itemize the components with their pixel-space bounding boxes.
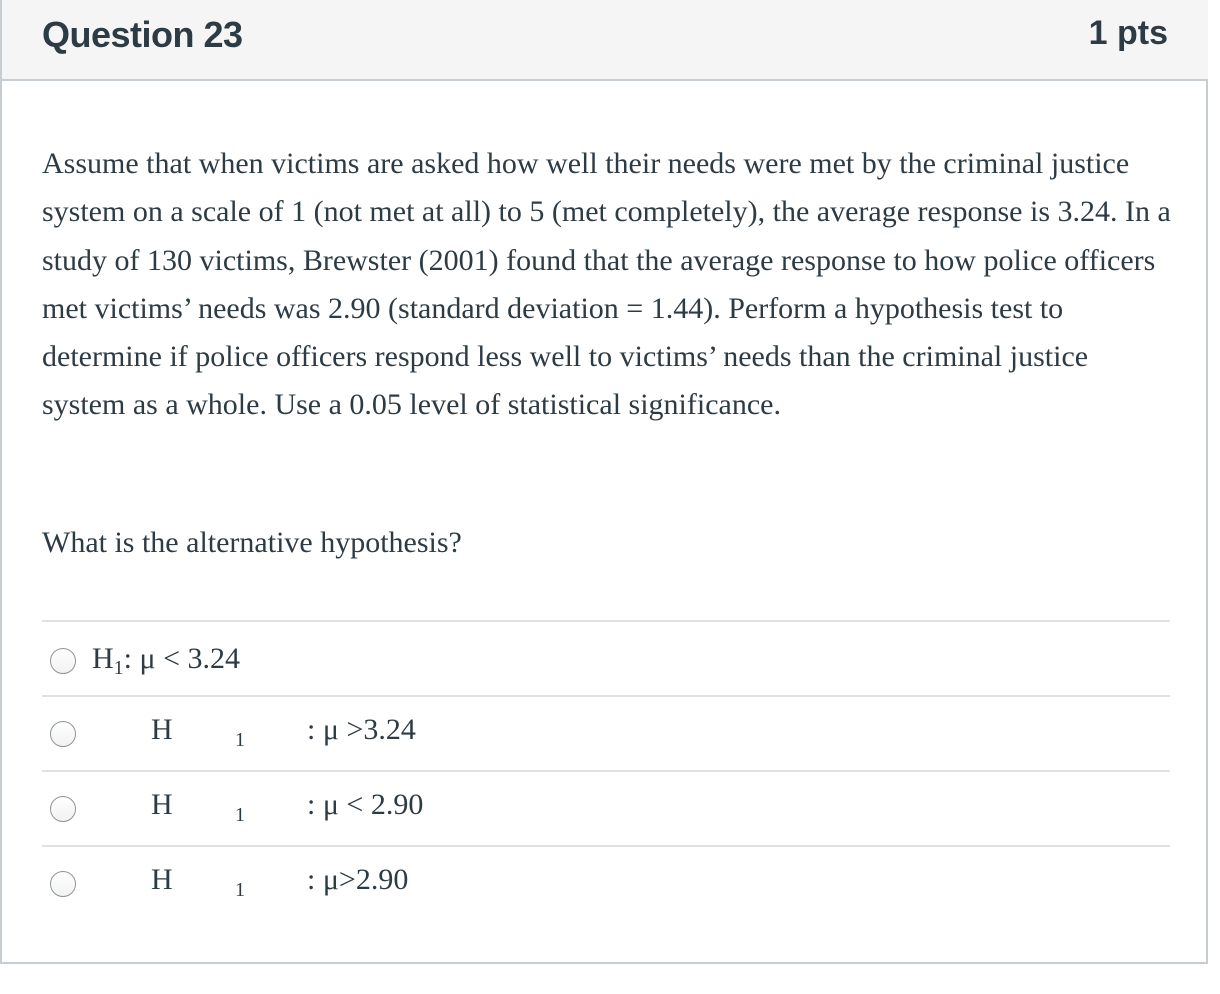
answer-option-1[interactable] bbox=[42, 620, 1170, 695]
radio-button[interactable] bbox=[50, 796, 76, 822]
question-title: Question 23 bbox=[42, 14, 243, 55]
hypothesis-expression: : μ>2.90 bbox=[307, 863, 409, 896]
question-header bbox=[2, 0, 1208, 81]
hypothesis-letter: H bbox=[151, 863, 173, 896]
hypothesis-letter: H bbox=[151, 713, 173, 746]
answer-option-2[interactable] bbox=[42, 695, 1170, 770]
hypothesis-subscript: 1 bbox=[235, 729, 245, 751]
radio-button[interactable] bbox=[50, 871, 76, 897]
hypothesis-expression: : μ < 2.90 bbox=[307, 788, 424, 821]
radio-button[interactable] bbox=[50, 721, 76, 747]
answer-label bbox=[92, 642, 240, 680]
hypothesis-expression: : μ >3.24 bbox=[307, 713, 416, 746]
radio-button[interactable] bbox=[50, 648, 76, 674]
answer-list bbox=[42, 620, 1170, 920]
question-prompt: What is the alternative hypothesis? bbox=[42, 526, 462, 559]
question-text: Assume that when victims are asked how well their needs were met by the criminal justice system on a scale of 1 (not met at all) to 5 (met completely), the average response is 3.24. In a study of 130 victims, Brewster (2001) found that the average response to how police officers met victims’ needs was 2.90 (standard deviation = 1.44). Perform a hypothesis test to determine if police officers respond less well to victims’ needs than the criminal justice system as a whole. Use a 0.05 level of statistical significance. bbox=[42, 147, 1171, 422]
answer-option-4[interactable] bbox=[42, 845, 1170, 920]
hypothesis-expression: : μ < 3.24 bbox=[123, 642, 241, 675]
hypothesis-letter: H bbox=[92, 642, 114, 675]
hypothesis-subscript: 1 bbox=[235, 879, 245, 901]
answer-option-3[interactable] bbox=[42, 770, 1170, 845]
question-points: 1 pts bbox=[1088, 14, 1168, 52]
hypothesis-letter: H bbox=[151, 788, 173, 821]
hypothesis-subscript: 1 bbox=[113, 657, 124, 679]
hypothesis-subscript: 1 bbox=[235, 804, 245, 826]
